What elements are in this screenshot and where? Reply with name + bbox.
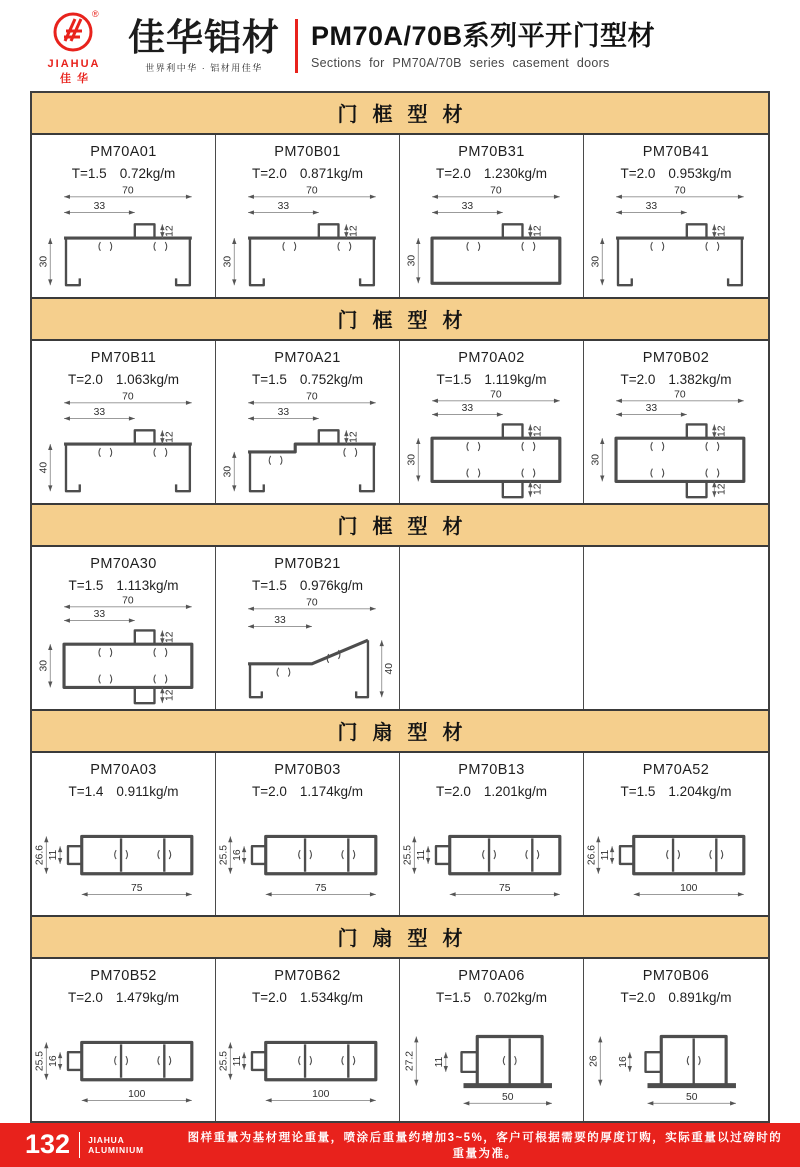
profile-code: PM70B52 (90, 967, 157, 984)
profile-section-svg (586, 801, 766, 917)
page-title: PM70A/70B系列平开门型材 (311, 21, 656, 52)
svg-text:50: 50 (685, 1091, 698, 1103)
profile-spec (621, 990, 732, 1005)
profile-spec (252, 784, 363, 799)
svg-text:11: 11 (433, 1056, 445, 1068)
profile-spec (252, 990, 363, 1005)
profile-section-svg (218, 801, 398, 917)
footer-brand-line2: ALUMINIUM (88, 1144, 144, 1155)
svg-text:12: 12 (348, 225, 360, 237)
section-header: 门扇型材 (32, 915, 768, 959)
profile-weight: 0.72kg/m (119, 165, 176, 181)
svg-text:12: 12 (716, 225, 728, 237)
profile-cell (32, 547, 216, 709)
profile-thickness: T=2.0 (252, 165, 287, 181)
profile-thickness: T=2.0 (620, 989, 656, 1005)
svg-text:12: 12 (532, 483, 544, 495)
svg-text:40: 40 (37, 461, 49, 473)
svg-text:25.5: 25.5 (33, 1050, 45, 1071)
profile-section-svg (218, 595, 398, 711)
profile-thickness: T=2.0 (436, 783, 471, 799)
svg-text:33: 33 (273, 614, 286, 626)
profile-section-svg (34, 1007, 214, 1123)
profile-weight: 0.752kg/m (299, 371, 363, 387)
svg-text:100: 100 (311, 1088, 329, 1100)
profile-cell (400, 341, 584, 503)
svg-text:70: 70 (489, 388, 502, 400)
profile-weight: 1.119kg/m (484, 371, 547, 387)
svg-text:33: 33 (93, 608, 105, 620)
svg-text:®: ® (92, 8, 99, 19)
svg-text:70: 70 (305, 596, 318, 608)
profile-spec (436, 784, 547, 799)
profile-spec (72, 166, 175, 181)
svg-text:11: 11 (415, 849, 427, 861)
profile-thickness: T=1.5 (252, 577, 287, 593)
profile-thickness: T=1.5 (436, 371, 472, 387)
svg-text:12: 12 (164, 689, 176, 701)
profile-section-svg (402, 1007, 582, 1123)
profile-thickness: T=2.0 (620, 165, 656, 181)
profile-spec (69, 784, 179, 799)
profile-thickness: T=1.5 (620, 783, 656, 799)
header-divider (295, 19, 298, 73)
profile-drawing (218, 183, 398, 299)
section-header: 门框型材 (32, 503, 768, 547)
profile-spec (68, 990, 179, 1005)
profile-cell (400, 753, 584, 915)
section-row (32, 341, 768, 503)
svg-text:12: 12 (716, 425, 728, 437)
svg-text:12: 12 (532, 425, 544, 437)
svg-text:25.5: 25.5 (401, 844, 413, 865)
logo-text-cn: 佳华 (60, 72, 94, 85)
footer-note: 图样重量为基材理论重量，喷涂后重量约增加3~5%，客户可根据需要的厚度订购，实际重量以过磅时的重量为准。 (187, 1131, 783, 1160)
profile-weight: 0.891kg/m (668, 989, 732, 1005)
section-header: 门扇型材 (32, 709, 768, 753)
svg-text:30: 30 (37, 659, 49, 672)
profile-code: PM70B03 (274, 761, 341, 778)
profile-weight: 1.479kg/m (115, 989, 179, 1005)
profile-drawing (586, 183, 766, 299)
svg-text:16: 16 (47, 1054, 59, 1067)
profile-cell (400, 959, 584, 1121)
profile-weight: 1.534kg/m (299, 989, 363, 1005)
profile-drawing (402, 183, 582, 299)
profile-section-svg (218, 183, 398, 299)
profile-cell (584, 753, 768, 915)
profile-drawing (34, 801, 214, 917)
svg-text:12: 12 (348, 431, 360, 443)
svg-text:25.5: 25.5 (217, 844, 229, 865)
profile-weight: 1.063kg/m (115, 371, 179, 387)
profile-drawing (218, 595, 398, 711)
profile-code: PM70A03 (90, 761, 157, 778)
profile-cell (216, 547, 400, 709)
profile-weight: 0.702kg/m (483, 989, 547, 1005)
svg-text:30: 30 (221, 465, 233, 477)
svg-text:11: 11 (600, 849, 612, 861)
profile-weight: 1.113kg/m (116, 577, 179, 593)
profile-thickness: T=2.0 (68, 989, 103, 1005)
profile-spec (436, 166, 547, 181)
page-header (0, 0, 800, 87)
profile-section-svg (34, 595, 214, 711)
profile-thickness: T=1.5 (436, 989, 471, 1005)
profile-cell (216, 959, 400, 1121)
profile-section-svg (218, 389, 398, 505)
svg-text:30: 30 (590, 453, 602, 466)
profile-code: PM70B11 (90, 349, 157, 366)
svg-text:40: 40 (383, 662, 395, 675)
profile-code: PM70A01 (90, 143, 157, 160)
svg-text:100: 100 (127, 1088, 145, 1100)
profile-code: PM70B31 (458, 143, 525, 160)
profile-code: PM70B62 (274, 967, 341, 984)
svg-text:12: 12 (532, 225, 544, 237)
page-footer (0, 1123, 800, 1167)
svg-text:16: 16 (231, 848, 243, 861)
profile-spec (621, 784, 732, 799)
svg-text:70: 70 (674, 184, 686, 196)
profile-weight: 0.911kg/m (116, 783, 179, 799)
profile-thickness: T=2.0 (252, 989, 287, 1005)
svg-text:100: 100 (680, 882, 698, 894)
profile-drawing (34, 183, 214, 299)
section-row (32, 959, 768, 1121)
profile-section-svg (586, 183, 766, 299)
svg-text:75: 75 (314, 882, 327, 894)
profile-code: PM70B02 (642, 349, 710, 366)
page-subtitle: Sections for PM70A/70B series casement doors (311, 56, 610, 71)
svg-text:50: 50 (501, 1091, 513, 1103)
company-name: 佳华铝材 (128, 16, 280, 58)
profile-table (30, 91, 770, 1123)
profile-section-svg (586, 1007, 766, 1123)
profile-weight: 1.204kg/m (668, 783, 732, 799)
title-block (311, 22, 655, 70)
profile-cell (400, 135, 584, 297)
profile-drawing (586, 1007, 766, 1123)
svg-text:30: 30 (590, 255, 602, 267)
profile-drawing (34, 389, 214, 505)
profile-cell (32, 959, 216, 1121)
svg-text:75: 75 (130, 882, 143, 894)
profile-thickness: T=2.0 (68, 371, 103, 387)
svg-text:70: 70 (674, 388, 686, 400)
profile-section-svg (34, 183, 214, 299)
profile-drawing (402, 389, 582, 505)
profile-thickness: T=1.4 (68, 783, 104, 799)
svg-text:70: 70 (121, 594, 134, 606)
svg-text:26: 26 (588, 1054, 600, 1067)
profile-cell (584, 959, 768, 1121)
profile-spec (437, 372, 547, 387)
svg-text:11: 11 (47, 849, 59, 861)
profile-drawing (218, 389, 398, 505)
profile-cell (216, 341, 400, 503)
svg-text:70: 70 (305, 390, 318, 402)
profile-cell (32, 341, 216, 503)
profile-section-svg (402, 801, 582, 917)
profile-weight: 0.976kg/m (299, 577, 363, 593)
profile-code: PM70B41 (642, 143, 710, 160)
svg-text:33: 33 (277, 200, 289, 212)
profile-code: PM70B21 (274, 555, 341, 572)
svg-text:27.2: 27.2 (403, 1050, 415, 1071)
svg-text:33: 33 (645, 200, 658, 212)
profile-drawing (218, 1007, 398, 1123)
svg-text:26.6: 26.6 (33, 844, 45, 865)
profile-spec (252, 578, 363, 593)
svg-text:70: 70 (121, 184, 134, 196)
profile-spec (621, 166, 732, 181)
logo-text-en: JIAHUA (47, 57, 101, 70)
svg-text:70: 70 (121, 390, 134, 402)
svg-text:30: 30 (405, 453, 417, 466)
svg-text:70: 70 (305, 184, 318, 196)
svg-text:25.5: 25.5 (217, 1050, 229, 1071)
svg-text:26.6: 26.6 (586, 844, 598, 865)
profile-section-svg (402, 183, 582, 299)
profile-code: PM70A52 (642, 761, 710, 778)
profile-section-svg (586, 389, 766, 505)
profile-cell-empty (400, 547, 584, 709)
brand-block (128, 16, 280, 74)
profile-code: PM70B13 (458, 761, 525, 778)
profile-weight: 1.174kg/m (299, 783, 363, 799)
profile-thickness: T=2.0 (252, 783, 287, 799)
svg-text:33: 33 (93, 406, 105, 418)
profile-spec (68, 372, 179, 387)
profile-weight: 0.953kg/m (668, 165, 732, 181)
profile-drawing (586, 389, 766, 505)
profile-drawing (402, 801, 582, 917)
profile-code: PM70B06 (642, 967, 710, 984)
profile-thickness: T=1.5 (71, 165, 107, 181)
profile-cell (584, 341, 768, 503)
profile-cell-empty (584, 547, 768, 709)
profile-code: PM70B01 (274, 143, 341, 160)
profile-spec (436, 990, 547, 1005)
footer-divider (79, 1132, 80, 1158)
svg-text:30: 30 (405, 254, 417, 266)
profile-section-svg (34, 801, 214, 917)
profile-drawing (586, 801, 766, 917)
profile-thickness: T=1.5 (252, 371, 287, 387)
jiahua-logo (26, 7, 122, 86)
profile-spec (69, 578, 179, 593)
svg-text:11: 11 (231, 1055, 243, 1067)
svg-text:30: 30 (37, 255, 49, 267)
profile-spec (252, 372, 363, 387)
section-row (32, 547, 768, 709)
section-row (32, 753, 768, 915)
profile-drawing (34, 595, 214, 711)
svg-text:70: 70 (489, 184, 502, 196)
profile-cell (32, 753, 216, 915)
section-header: 门框型材 (32, 93, 768, 135)
profile-weight: 0.871kg/m (299, 165, 363, 181)
profile-code: PM70A02 (458, 349, 525, 366)
svg-text:12: 12 (164, 225, 176, 237)
profile-spec (252, 166, 363, 181)
profile-drawing (218, 801, 398, 917)
profile-weight: 1.230kg/m (483, 165, 547, 181)
svg-text:16: 16 (617, 1055, 629, 1068)
section-row (32, 135, 768, 297)
profile-drawing (34, 1007, 214, 1123)
profile-cell (216, 135, 400, 297)
profile-section-svg (34, 389, 214, 505)
footer-brand-line1: JIAHUA (88, 1134, 125, 1145)
svg-text:33: 33 (461, 402, 473, 414)
svg-text:33: 33 (277, 406, 289, 418)
svg-text:12: 12 (164, 431, 176, 443)
profile-cell (216, 753, 400, 915)
profile-thickness: T=2.0 (620, 371, 656, 387)
profile-spec (621, 372, 732, 387)
profile-weight: 1.201kg/m (483, 783, 547, 799)
profile-section-svg (402, 389, 582, 505)
profile-thickness: T=1.5 (68, 577, 104, 593)
profile-code: PM70A30 (90, 555, 157, 572)
company-tagline: 世界利中华 · 铝材用佳华 (145, 62, 263, 73)
profile-cell (584, 135, 768, 297)
profile-cell (32, 135, 216, 297)
svg-text:33: 33 (93, 200, 105, 212)
page-number: 132 (25, 1129, 71, 1160)
svg-text:33: 33 (645, 402, 658, 414)
profile-thickness: T=2.0 (436, 165, 471, 181)
svg-text:12: 12 (164, 631, 176, 643)
profile-weight: 1.382kg/m (668, 371, 732, 387)
profile-section-svg (218, 1007, 398, 1123)
jiahua-logo-icon (49, 7, 99, 57)
profile-drawing (402, 1007, 582, 1123)
svg-text:33: 33 (461, 200, 473, 212)
svg-text:12: 12 (716, 483, 728, 495)
svg-text:75: 75 (498, 882, 511, 894)
section-header: 门框型材 (32, 297, 768, 341)
footer-brand (88, 1135, 144, 1155)
profile-code: PM70A06 (458, 967, 525, 984)
svg-text:30: 30 (221, 255, 233, 267)
profile-code: PM70A21 (274, 349, 341, 366)
